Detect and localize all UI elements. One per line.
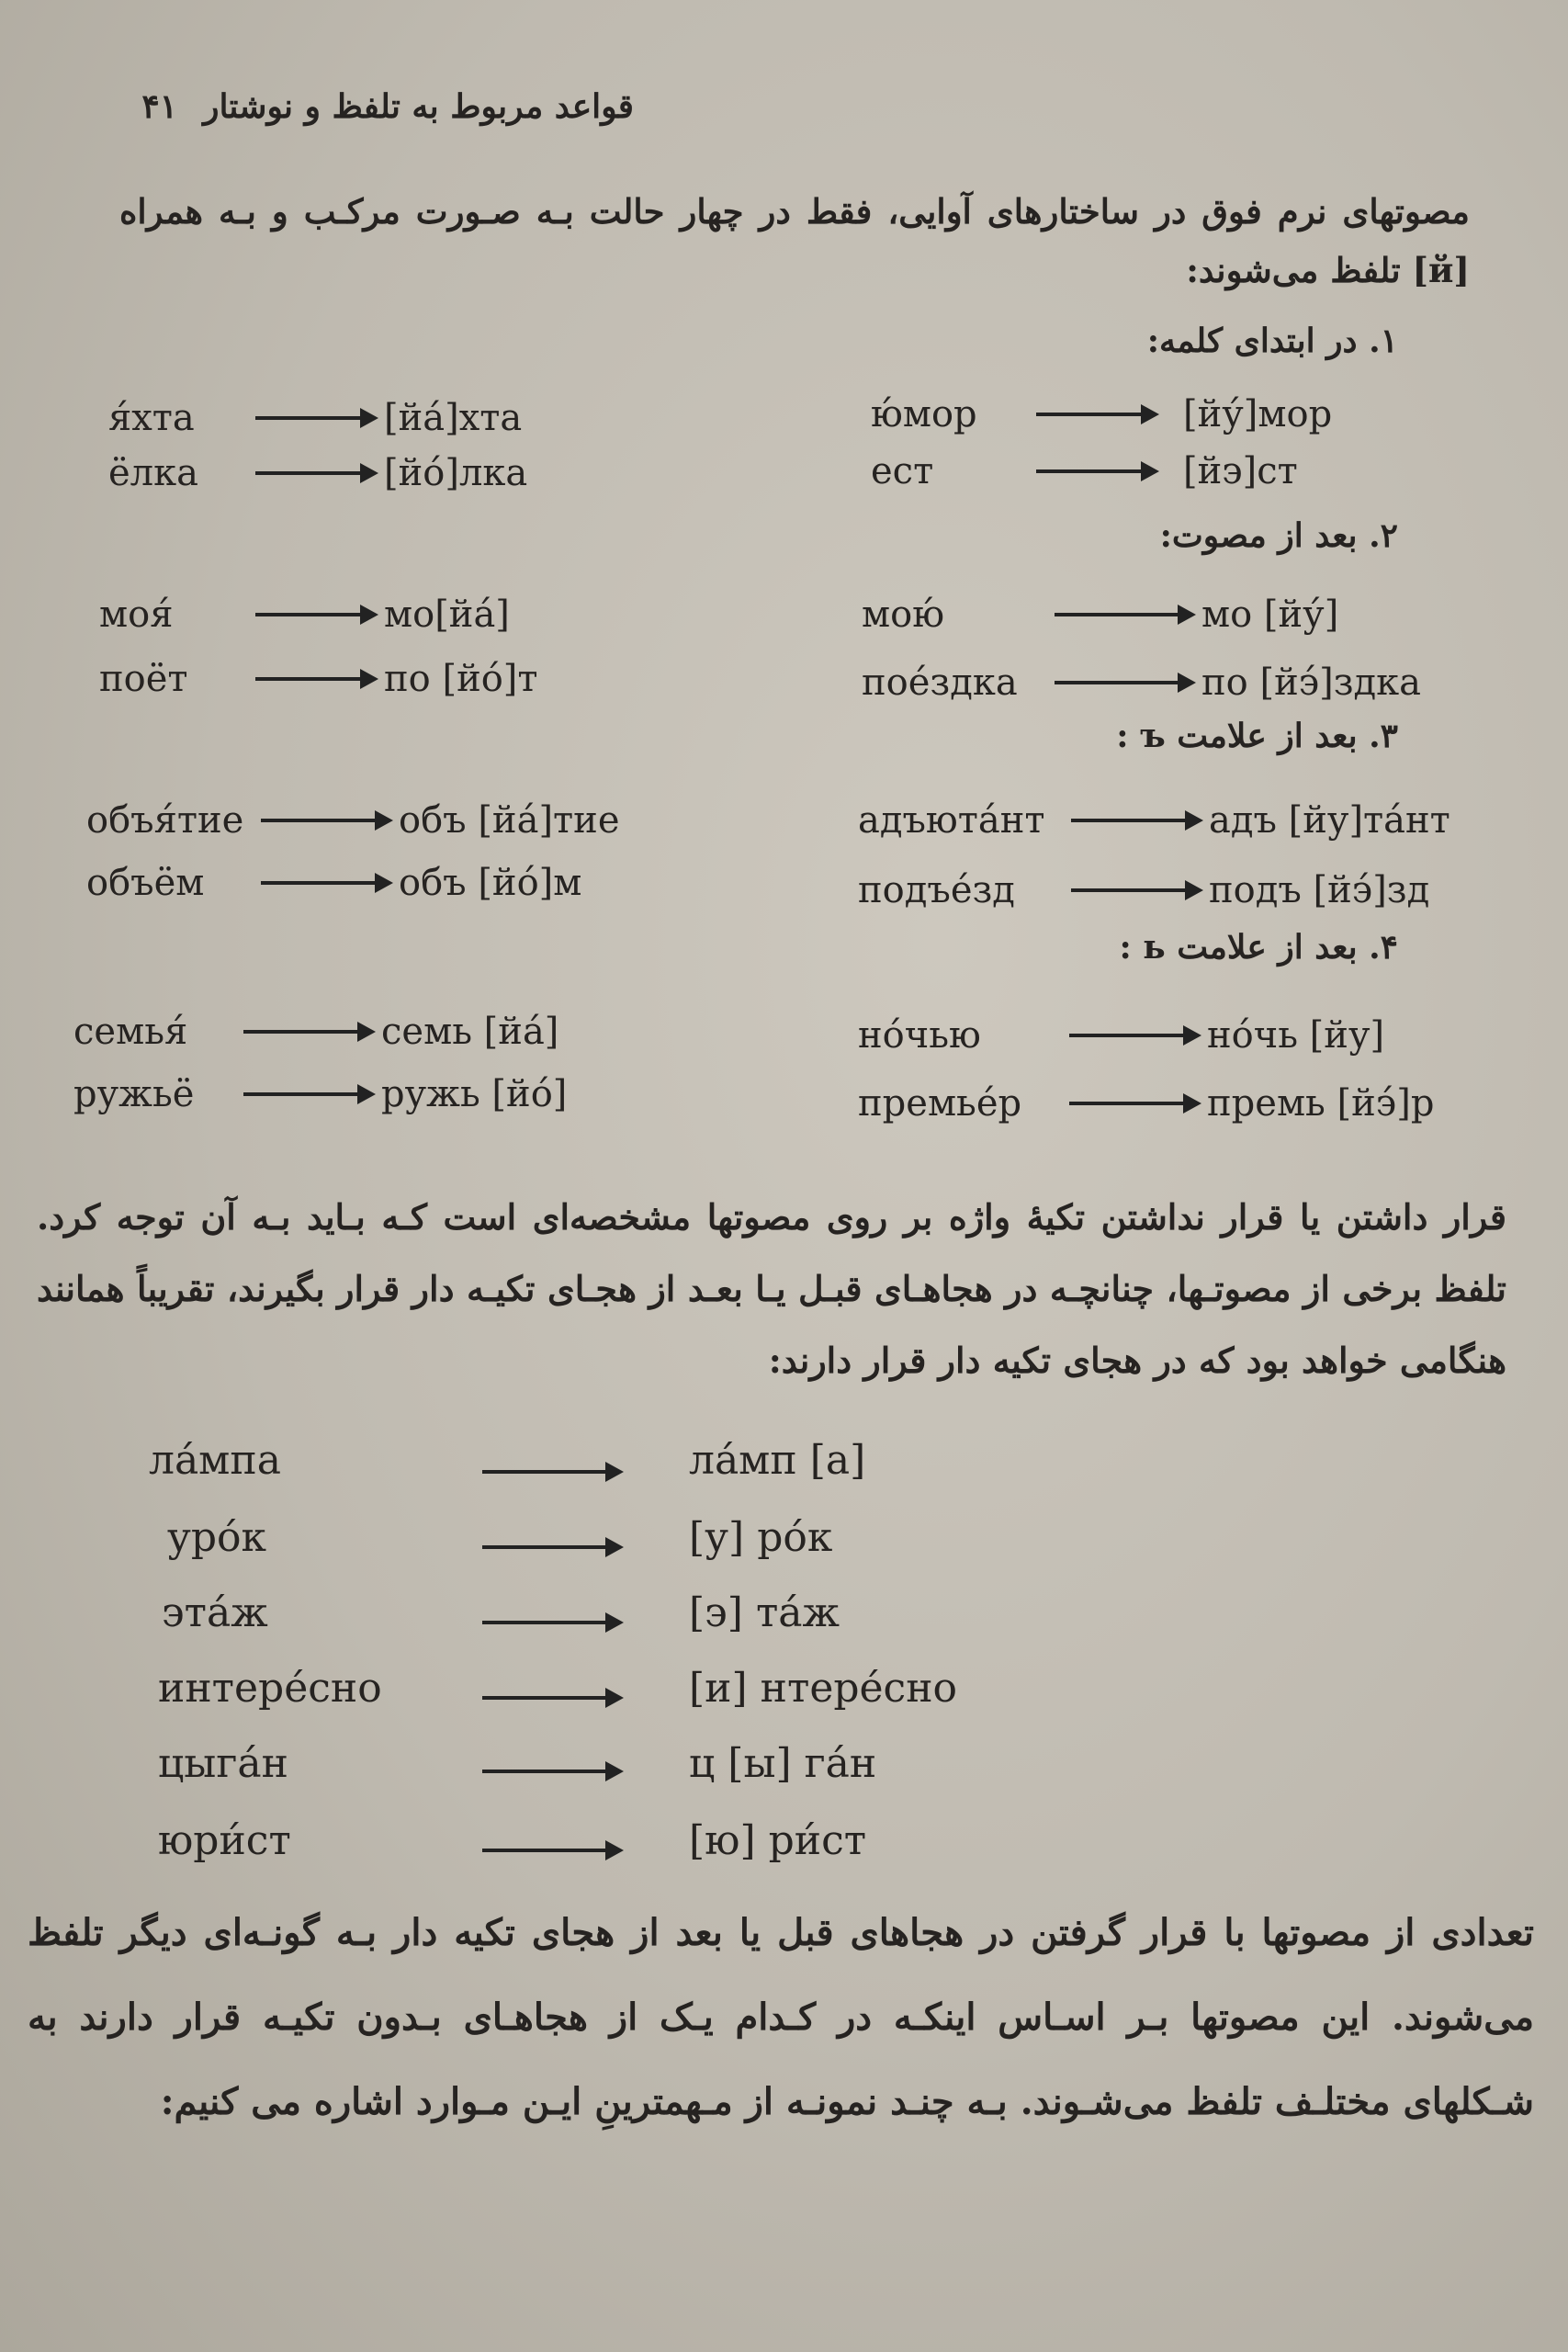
section-2-heading: ۲. بعد از مصوت: bbox=[1159, 516, 1398, 555]
example-result: [йу́]мор bbox=[1183, 393, 1333, 435]
example-result: [йэ]ст bbox=[1183, 450, 1298, 492]
example-row bbox=[73, 1073, 567, 1115]
intro-paragraph: مصوتهای نرم فوق در ساختارهای آوایی، فقط در چهار حالت بـه صـورت مرکـب و بـه همراه [й] تلفظ می‌شوند: bbox=[119, 191, 1470, 290]
example-word: премье́р bbox=[858, 1082, 1022, 1125]
stress-example-result: ц [ы] га́н bbox=[689, 1740, 877, 1787]
example-result: по [йэ́]здка bbox=[1201, 662, 1422, 704]
final-paragraph: تعدادی از مصوتها با قرار گرفتن در هجاهای قبل یا بعد از هجای تکیه دار بـه گونـه‌ای دیگر تلفظ می‌شوند. این مصوتها بـر اسـاس اینکـه در کـدام یـک از هجاهـای بـدون تکیـه قرار دارند به شـکلهای مختلـف تلفظ می‌شـوند. بـه چنـد نمونـه از مـهمترینِ ایـن مـوارد اشاره می کنیم: bbox=[28, 1911, 1535, 2123]
arrow-icon bbox=[255, 677, 375, 681]
running-title: قواعد مربوط به تلفظ و نوشتار bbox=[203, 87, 634, 126]
example-word: семья́ bbox=[73, 1011, 188, 1053]
example-word: ю́мор bbox=[871, 393, 977, 435]
arrow-icon bbox=[482, 1470, 620, 1474]
stress-example-result: ла́мп [а] bbox=[689, 1437, 866, 1484]
stress-example-word: эта́ж bbox=[162, 1589, 268, 1636]
section-3-heading: ۳. بعد از علامت ъ : bbox=[1116, 717, 1398, 755]
example-row bbox=[858, 1014, 1384, 1057]
stress-example-result: [э] та́ж bbox=[689, 1589, 840, 1636]
stress-example-word: юри́ст bbox=[158, 1817, 291, 1864]
arrow-icon bbox=[255, 613, 375, 616]
example-row bbox=[858, 799, 1450, 842]
example-result: объ [йа́]тие bbox=[399, 799, 620, 842]
example-row bbox=[862, 594, 1338, 636]
example-row bbox=[86, 862, 581, 904]
example-word: ёлка bbox=[108, 452, 198, 494]
example-result: объ [йо́]м bbox=[399, 862, 582, 904]
arrow-icon bbox=[482, 1770, 620, 1773]
arrow-icon bbox=[482, 1849, 620, 1852]
stress-example-word: уро́к bbox=[167, 1514, 267, 1561]
section-4-heading: ۴. بعد از علامت ь : bbox=[1119, 928, 1398, 967]
example-result: [йа́]хта bbox=[384, 397, 523, 439]
example-word: пое́здка bbox=[862, 662, 1018, 704]
stress-example-result: [ю] ри́ст bbox=[689, 1817, 867, 1864]
arrow-icon bbox=[482, 1545, 620, 1549]
example-word: ружьё bbox=[73, 1073, 195, 1115]
example-result: семь [йа́] bbox=[381, 1011, 559, 1053]
arrow-icon bbox=[1055, 613, 1192, 616]
stress-example-word: ла́мпа bbox=[149, 1437, 281, 1484]
stress-example-word: цыга́н bbox=[158, 1740, 288, 1787]
arrow-icon bbox=[243, 1092, 372, 1096]
arrow-icon bbox=[255, 416, 375, 420]
arrow-icon bbox=[1036, 413, 1156, 416]
stress-example-result: [у] ро́к bbox=[689, 1514, 833, 1561]
example-result: [йо́]лка bbox=[384, 452, 528, 494]
arrow-icon bbox=[482, 1696, 620, 1700]
example-word: мою́ bbox=[862, 594, 945, 636]
stress-example-word: интере́сно bbox=[158, 1665, 382, 1712]
example-word: адъюта́нт bbox=[858, 799, 1045, 842]
example-result: подъ [йэ́]зд bbox=[1209, 869, 1430, 911]
example-row bbox=[871, 450, 1298, 492]
example-row bbox=[99, 658, 538, 700]
example-result: мо[йа́] bbox=[384, 594, 510, 636]
arrow-icon bbox=[243, 1030, 372, 1034]
example-row bbox=[858, 1082, 1434, 1125]
arrow-icon bbox=[1069, 1102, 1198, 1105]
example-row bbox=[99, 594, 510, 636]
arrow-icon bbox=[1071, 888, 1200, 892]
section-1-heading: ۱. در ابتدای کلمه: bbox=[1146, 322, 1398, 360]
stress-paragraph: قرار داشتن یا قرار نداشتن تکیهٔ واژه بر روی مصوتها مشخصه‌ای است کـه بـاید بـه آن توجه کرد. تلفظ برخی از مصوتـها، چنانچـه در هجاهـای قبـل یـا بعـد از هجـای تکیـه دار قرار بگیرند، تقریباً همانند هنگامی خواهد بود که در هجای تکیه دار قرار دارند: bbox=[37, 1196, 1506, 1381]
example-row bbox=[862, 662, 1421, 704]
example-result: премь [йэ́]р bbox=[1207, 1082, 1435, 1125]
example-word: поёт bbox=[99, 658, 188, 700]
stress-example-result: [и] нтере́сно bbox=[689, 1665, 958, 1712]
example-row bbox=[871, 393, 1332, 435]
example-row bbox=[86, 799, 620, 842]
example-result: мо [йу́] bbox=[1201, 594, 1339, 636]
arrow-icon bbox=[1036, 469, 1156, 473]
example-word: ест bbox=[871, 450, 934, 492]
arrow-icon bbox=[1071, 819, 1200, 822]
example-row bbox=[108, 452, 527, 494]
example-result: но́чь [йу] bbox=[1207, 1014, 1385, 1057]
arrow-icon bbox=[255, 471, 375, 475]
example-word: объя́тие bbox=[86, 799, 244, 842]
example-row bbox=[108, 397, 522, 439]
example-word: я́хта bbox=[108, 397, 195, 439]
page-header bbox=[138, 79, 634, 134]
arrow-icon bbox=[482, 1621, 620, 1624]
example-result: по [йо́]т bbox=[384, 658, 538, 700]
arrow-icon bbox=[1069, 1034, 1198, 1037]
example-row bbox=[858, 869, 1429, 911]
example-result: ружь [йо́] bbox=[381, 1073, 568, 1115]
example-result: адъ [йу]та́нт bbox=[1209, 799, 1450, 842]
page-number: ۴۱ bbox=[141, 87, 178, 126]
example-word: но́чью bbox=[858, 1014, 981, 1057]
example-word: подъе́зд bbox=[858, 869, 1015, 911]
arrow-icon bbox=[1055, 681, 1192, 684]
example-word: моя́ bbox=[99, 594, 174, 636]
example-row bbox=[73, 1011, 558, 1053]
arrow-icon bbox=[261, 819, 389, 822]
arrow-icon bbox=[261, 881, 389, 885]
example-word: объём bbox=[86, 862, 205, 904]
